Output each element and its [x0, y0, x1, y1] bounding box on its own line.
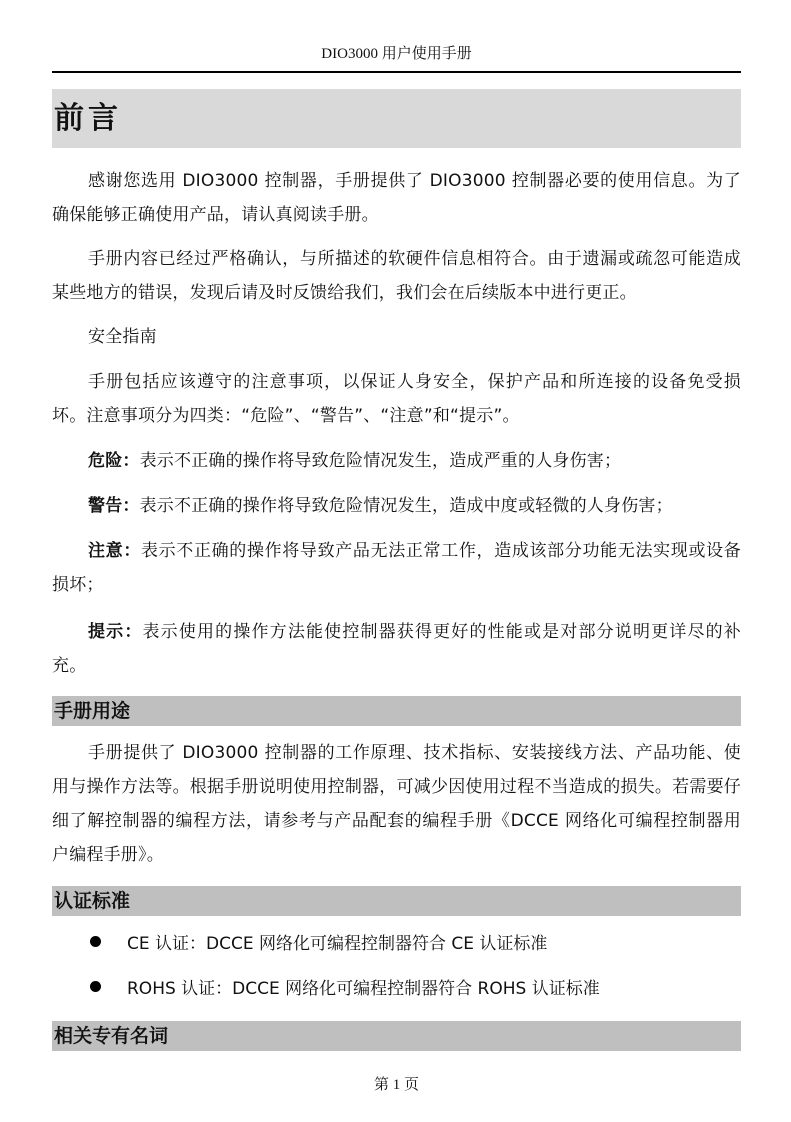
notice-danger-label: 危险：	[88, 451, 140, 471]
section-bar-manual-purpose	[52, 696, 741, 726]
preface-paragraph-3: 手册包括应该遵守的注意事项，以保证人身安全，保护产品和所连接的设备免受损坏。注意事项分为四类：“危险”、“警告”、“注意”和“提示”。	[52, 372, 741, 426]
preface-paragraph-2: 手册内容已经过严格确认，与所描述的软硬件信息相符合。由于遗漏或疏忽可能造成某些地方的错误，发现后请及时反馈给我们，我们会在后续版本中进行更正。	[52, 249, 741, 303]
running-header: DIO3000 用户使用手册	[321, 46, 472, 62]
notice-danger-text: 表示不正确的操作将导致危险情况发生，造成严重的人身伤害；	[139, 451, 622, 471]
section-bar-terminology	[52, 1021, 741, 1051]
header-divider	[52, 71, 741, 73]
notice-danger	[52, 444, 741, 478]
preface-paragraph-1: 感谢您选用 DIO3000 控制器，手册提供了 DIO3000 控制器必要的使用信息。为了确保能够正确使用产品，请认真阅读手册。	[52, 171, 741, 225]
notice-tip	[52, 615, 741, 683]
notice-warning-label: 警告：	[88, 496, 140, 516]
certification-item-text: CE 认证：DCCE 网络化可编程控制器符合 CE 认证标准	[127, 934, 548, 954]
notice-caution	[52, 534, 741, 602]
section-title-terminology: 相关专有名词	[54, 1025, 169, 1047]
bullet-icon	[90, 981, 101, 992]
manual-purpose-paragraph: 手册提供了 DIO3000 控制器的工作原理、技术指标、安装接线方法、产品功能、使用与操作方法等。根据手册说明使用控制器，可减少因使用过程不当造成的损失。若需要仔细了解控制器的编程方法，请参考与产品配套的编程手册《DCCE 网络化可编程控制器用户编程手册》。	[52, 743, 741, 865]
chapter-title-bar	[52, 89, 741, 148]
chapter-title: 前言	[54, 101, 122, 136]
notice-tip-text: 表示使用的操作方法能使控制器获得更好的性能或是对部分说明更详尽的补充。	[52, 622, 741, 676]
notice-caution-label: 注意：	[88, 541, 141, 561]
notice-warning-text: 表示不正确的操作将导致危险情况发生，造成中度或轻微的人身伤害；	[139, 496, 673, 516]
notice-warning	[52, 489, 741, 523]
notice-caution-text: 表示不正确的操作将导致产品无法正常工作，造成该部分功能无法实现或设备损坏；	[52, 541, 741, 595]
section-title-manual-purpose: 手册用途	[54, 700, 131, 722]
bullet-icon	[90, 936, 101, 947]
notice-tip-label: 提示：	[88, 622, 143, 642]
section-bar-certification	[52, 886, 741, 916]
section-title-certification: 认证标准	[54, 890, 131, 912]
certification-item-ce	[90, 932, 740, 956]
certification-item-rohs	[90, 977, 740, 1001]
page-number: 第 1 页	[373, 1077, 419, 1093]
safety-guide-heading: 安全指南	[88, 327, 157, 347]
certification-item-text: ROHS 认证：DCCE 网络化可编程控制器符合 ROHS 认证标准	[127, 979, 600, 999]
